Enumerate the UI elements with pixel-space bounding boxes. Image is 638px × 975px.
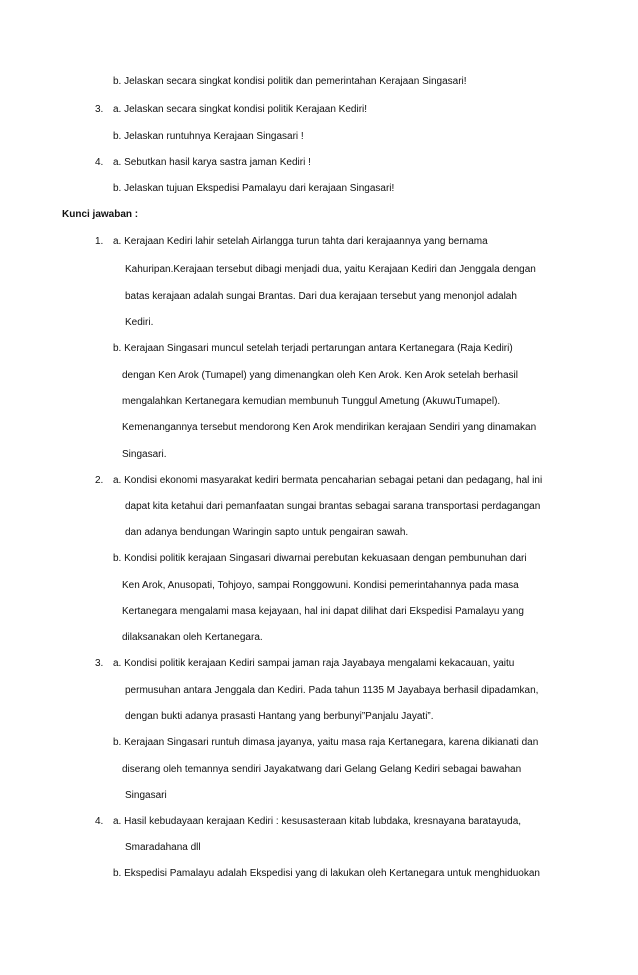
answer-line: Kahuripan.Kerajaan tersebut dibagi menjadi dua, yaitu Kerajaan Kediri dan Jenggala dengan (125, 264, 536, 275)
answer-line: Singasari (125, 790, 167, 801)
answer-line: dengan Ken Arok (Tumapel) yang dimenangkan oleh Ken Arok. Ken Arok setelah berhasil (122, 370, 518, 381)
answer-line: Kediri. (125, 317, 154, 328)
question-3b: b. Jelaskan runtuhnya Kerajaan Singasari ! (113, 131, 304, 142)
answer-line: a. Kondisi ekonomi masyarakat kediri bermata pencaharian sebagai petani dan pedagang, hal ini (113, 475, 543, 486)
answer-line: b. Kerajaan Singasari muncul setelah terjadi pertarungan antara Kertanegara (Raja Kediri) (113, 343, 513, 354)
answer-line: a. Kerajaan Kediri lahir setelah Airlangga turun tahta dari kerajaannya yang bernama (113, 236, 488, 247)
answer-line: b. Kerajaan Singasari runtuh dimasa jayanya, yaitu masa raja Kertanegara, karena dikianati dan (113, 737, 539, 748)
answer-line: dilaksanakan oleh Kertanegara. (122, 632, 263, 643)
answer-line: permusuhan antara Jenggala dan Kediri. Pada tahun 1135 M Jayabaya berhasil dipadamkan, (125, 685, 539, 696)
answer-key-heading: Kunci jawaban : (62, 209, 139, 220)
answer-line: Kertanegara mengalami masa kejayaan, hal ini dapat dilihat dari Ekspedisi Pamalayu yang (122, 606, 524, 617)
question-number: 3. (95, 104, 104, 115)
answer-line: Kemenangannya tersebut mendorong Ken Arok mendirikan kerajaan Sendiri yang dinamakan (122, 422, 537, 433)
answer-line: Smaradahana dll (125, 842, 201, 853)
answer-number: 1. (95, 236, 104, 247)
answer-line: Singasari. (122, 449, 167, 460)
answer-line: dengan bukti adanya prasasti Hantang yang berbunyi”Panjalu Jayati”. (125, 711, 434, 722)
question-4b: b. Jelaskan tujuan Ekspedisi Pamalayu dari kerajaan Singasari! (113, 183, 395, 194)
question-4a: a. Sebutkan hasil karya sastra jaman Kediri ! (113, 157, 311, 168)
answer-number: 2. (95, 475, 104, 486)
answer-line: dan adanya bendungan Waringin sapto untuk pengairan sawah. (125, 527, 409, 538)
answer-number: 3. (95, 658, 104, 669)
answer-line: a. Kondisi politik kerajaan Kediri sampai jaman raja Jayabaya mengalami kekacauan, yaitu (113, 658, 515, 669)
answer-line: b. Kondisi politik kerajaan Singasari diwarnai perebutan kekuasaan dengan pembunuhan dari (113, 553, 527, 564)
answer-number: 4. (95, 816, 104, 827)
answer-line: diserang oleh temannya sendiri Jayakatwang dari Gelang Gelang Kediri sebagai bawahan (122, 764, 522, 775)
answer-line: Ken Arok, Anusopati, Tohjoyo, sampai Ronggowuni. Kondisi pemerintahannya pada masa (122, 580, 519, 591)
answer-line: dapat kita ketahui dari pemanfaatan sungai brantas sebagai sarana transportasi perdagangan (125, 501, 541, 512)
answer-line: batas kerajaan adalah sungai Brantas. Dari dua kerajaan tersebut yang menonjol adalah (125, 291, 517, 302)
question-3a: a. Jelaskan secara singkat kondisi politik Kerajaan Kediri! (113, 104, 368, 115)
answer-line: b. Ekspedisi Pamalayu adalah Ekspedisi yang di lakukan oleh Kertanegara untuk menghiduokan (113, 868, 540, 879)
answer-line: mengalahkan Kertanegara kemudian membunuh Tunggul Ametung (AkuwuTumapel). (122, 396, 501, 407)
question-2b: b. Jelaskan secara singkat kondisi politik dan pemerintahan Kerajaan Singasari! (113, 76, 467, 87)
answer-line: a. Hasil kebudayaan kerajaan Kediri : kesusasteraan kitab lubdaka, kresnayana baratayuda, (113, 816, 522, 827)
question-number: 4. (95, 157, 104, 168)
